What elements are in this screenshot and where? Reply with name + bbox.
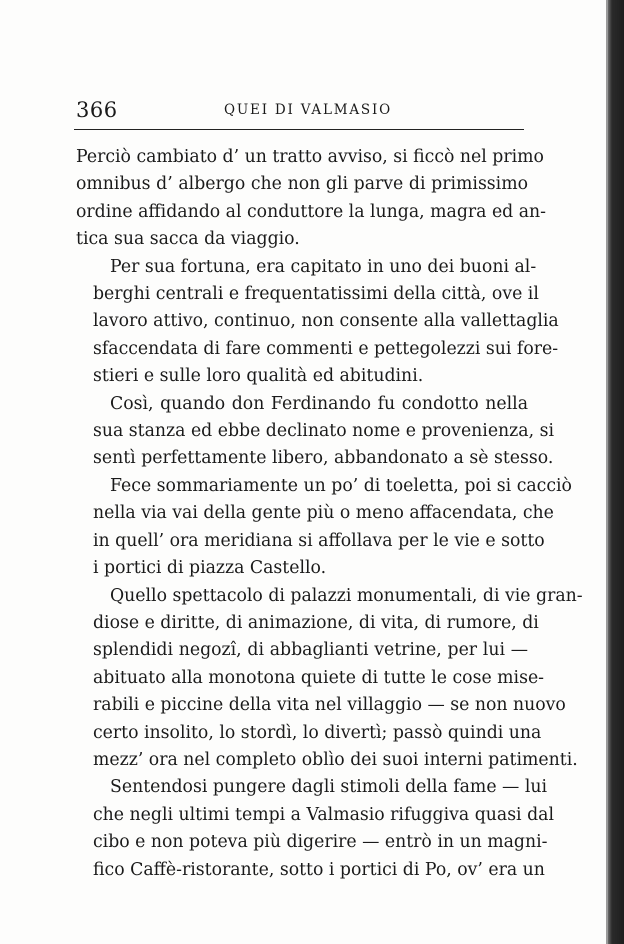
text-line: rabili e piccine della vita nel villaggio — se non nuovo [93, 695, 566, 716]
text-line: sentì perfettamente libero, abbandonato a sè stesso. [93, 448, 554, 469]
text-line: omnibus d’ albergo che non gli parve di primissimo [76, 174, 528, 195]
running-title: QUEI DI VALMASIO [224, 102, 392, 118]
text-line: cibo e non poteva più digerire — entrò in un magni- [93, 832, 548, 853]
text-line: Sentendosi pungere dagli stimoli della fame — lui [110, 777, 548, 798]
text-line: Per sua fortuna, era capitato in uno dei buoni al- [110, 256, 537, 277]
text-line: certo insolito, lo stordì, lo divertì; passò quindi una [93, 722, 542, 743]
text-line: sua stanza ed ebbe declinato nome e provenienza, si [93, 421, 554, 442]
text-line: sfaccendata di fare commenti e pettegolezzi sui fore- [93, 338, 559, 359]
text-line: Perciò cambiato d’ un tratto avviso, si ficcò nel primo [76, 147, 544, 167]
text-line: Quello spettacolo di palazzi monumentali, di vie gran- [110, 585, 583, 606]
book-spine-edge [608, 0, 624, 944]
page-number: 366 [76, 98, 118, 122]
paragraph [76, 391, 554, 473]
text-line: in quell’ ora meridiana si affollava per le vie e sotto [93, 530, 545, 551]
text-line: i portici di piazza Castello. [93, 558, 327, 579]
paragraph [76, 774, 554, 884]
text-line: Così, quando don Ferdinando fu condotto nella [110, 393, 528, 414]
page-header [74, 92, 524, 132]
paragraph [76, 473, 572, 583]
text-line: diose e diritte, di animazione, di vita, di rumore, di [93, 612, 539, 633]
paragraph [76, 144, 546, 254]
body-text [76, 144, 583, 884]
text-line: mezz’ ora nel completo oblìo dei suoi interni patimenti. [93, 749, 578, 770]
text-line: berghi centrali e frequentatissimi della città, ove il [93, 284, 539, 305]
text-line: stieri e sulle loro qualità ed abitudini. [93, 366, 424, 387]
text-line: abituato alla monotona quiete di tutte le cose mise- [93, 667, 545, 688]
text-line: lavoro attivo, continuo, non consente alla vallettaglia [93, 311, 559, 332]
text-line: tica sua sacca da viaggio. [76, 229, 300, 250]
text-line: che negli ultimi tempi a Valmasio rifuggiva quasi dal [93, 804, 554, 825]
text-line: fico Caffè-ristorante, sotto i portici di Po, ov’ era un [93, 859, 545, 880]
text-line: nella via vai della gente più o meno affacendata, che [93, 503, 554, 524]
paragraph [76, 254, 559, 391]
text-line: splendidi negozî, di abbaglianti vetrine, per lui — [93, 640, 528, 661]
header-rule [74, 129, 524, 130]
text-line: Fece sommariamente un po’ di toeletta, poi si cacciò [110, 475, 572, 496]
paragraph [76, 583, 583, 775]
text-line: ordine affidando al conduttore la lunga, magra ed an- [76, 201, 546, 222]
